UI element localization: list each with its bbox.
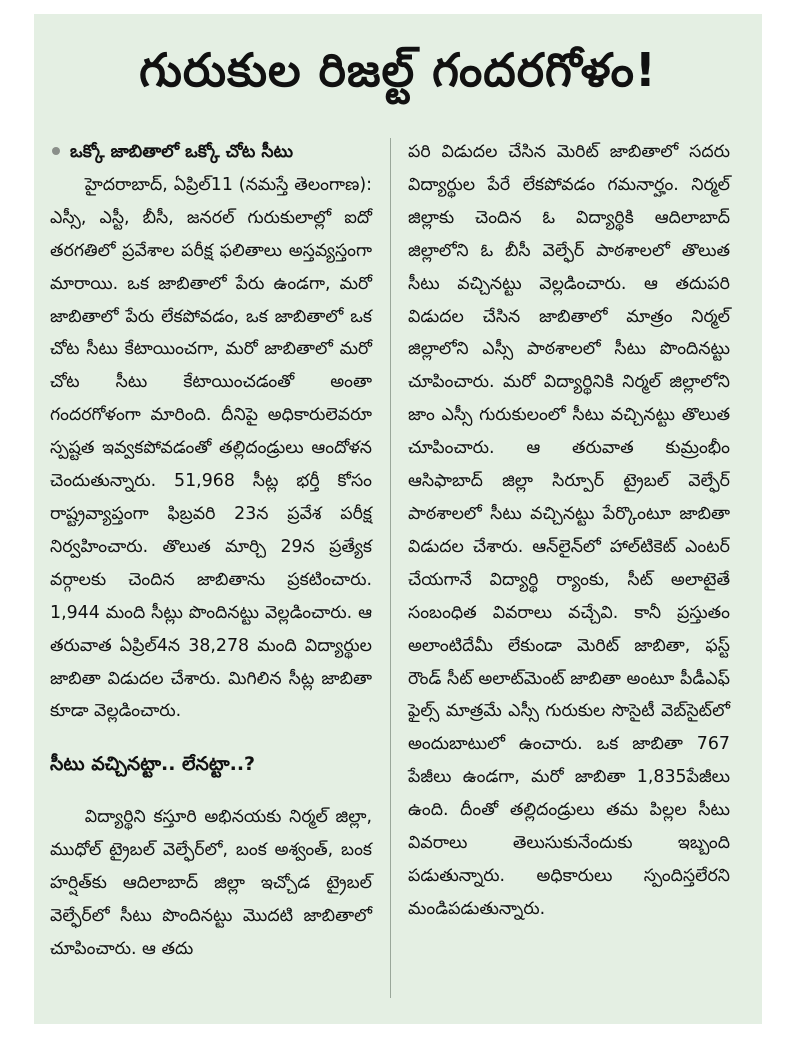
right-paragraph: పరి విడుదల చేసిన మెరిట్ జాబితాలో సదరు విద్యార్థుల పేరే లేకపోవడం గమనార్హం. నిర్మల్ జిల్లాకు చెందిన ఓ విద్యార్థికి ఆదిలాబాద్ జిల్లాలోని ఓ బీసీ వెల్ఫేర్ పాఠశాలలో తొలుత సీటు వచ్చినట్టు వెల్లడించారు. ఆ తదుపరి విడుదల చేసిన జాబితాలో మాత్రం నిర్మల్ జిల్లాలోని ఎస్సీ పాఠశాలలో సీటు పొందినట్టు చూపించారు. మరో విద్యార్థినికి నిర్మల్ జిల్లాలోని జాం ఎస్సీ గురుకులంలో సీటు వచ్చినట్టు తొలుత చూపించారు. ఆ తరువాత కుమ్రంభీం ఆసిఫాబాద్ జిల్లా సిర్పూర్ ట్రైబల్ వెల్ఫేర్ పాఠశాలలో సీటు వచ్చినట్టు పేర్కొంటూ జాబితా విడుదల చేశారు. ఆన్‌లైన్‌లో హాల్‌టికెట్ ఎంటర్ చేయగానే విద్యార్థి ర్యాంకు, సీట్ అలాటైతే సంబంధిత వివరాలు వచ్చేవి. కానీ ప్రస్తుతం అలాంటిదేమీ లేకుండా మెరిట్ జాబితా, ఫస్ట్ రౌండ్ సీట్ అలాట్‌మెంట్ జాబితా అంటూ పీడీఎఫ్ ఫైల్స్ మాత్రమే ఎస్సీ గురుకుల సొసైటీ వెబ్‌సైట్‌లో అందుబాటులో ఉంచారు. ఒక జాబితా 767 పేజీలు ఉండగా, మరో జాబితా 1,835పేజీలు ఉంది. దీంతో తల్లిదండ్రులు తమ పిల్లల సీటు వివరాలు తెలుసుకునేందుకు ఇబ్బంది పడుతున్నారు. అధికారులు స్పందిస్తలేరని మండిపడుతున్నారు. (408, 142, 730, 919)
bullet-icon (52, 147, 60, 155)
subheading: సీటు వచ్చినట్టా.. లేనట్టా..? (50, 753, 256, 776)
left-paragraph-1: హైదరాబాద్, ఏప్రిల్11 (నమస్తే తెలంగాణ): ఎస్సీ, ఎస్టీ, బీసీ, జనరల్ గురుకులాల్లో ఐదో తరగతిలో ప్రవేశాల పరీక్ష ఫలితాలు అస్తవ్యస్తంగా మారాయి. ఒక జాబితాలో పేరు ఉండగా, మరో జాబితాలో పేరు లేకపోవడం, ఒక జాబితాలో ఒక చోట సీటు కేటాయించగా, మరో జాబితాలో మరో చోట సీటు కేటాయించడంతో అంతా గందరగోళంగా మారింది. దీనిపై అధికారులెవరూ స్పష్టత ఇవ్వకపోవడంతో తల్లిదండ్రులు ఆందోళన చెందుతున్నారు. 51,968 సీట్ల భర్తీ కోసం రాష్ట్రవ్యాప్తంగా ఫిబ్రవరి 23న ప్రవేశ పరీక్ష నిర్వహించారు. తొలుత మార్చి 29న ప్రత్యేక వర్గాలకు చెందిన జాబితాను ప్రకటించారు. 1,944 మంది సీట్లు పొందినట్టు వెల్లడించారు. ఆ తరువాత ఏప్రిల్4న 38,278 మంది విద్యార్థుల జాబితా విడుదల చేశారు. మిగిలిన సీట్ల జాబితా కూడా వెల్లడించారు. (50, 174, 372, 722)
left-paragraph-2: విద్యార్థిని కస్తూరి అభినయకు నిర్మల్ జిల్లా, ముధోల్ ట్రైబల్ వెల్ఫేర్‌లో, బంక అశ్వంత్, బంక హర్షిత్‌కు ఆదిలాబాద్ జిల్లా ఇచ్చోడ ట్రైబల్ వెల్ఫేర్‌లో సీటు పొందినట్టు మొదటి జాబితాలో చూపించారు. ఆ తదు (50, 807, 372, 959)
kicker-line (50, 136, 372, 169)
left-column (50, 136, 372, 966)
right-column (408, 136, 730, 926)
news-clipping (34, 14, 762, 1024)
headline: గురుకుల రిజల్ట్ గందరగోళం! (139, 43, 657, 97)
kicker-text: ఒక్కో జాబితాలో ఒక్కో చోట సీటు (70, 142, 294, 162)
column-divider (390, 138, 391, 998)
